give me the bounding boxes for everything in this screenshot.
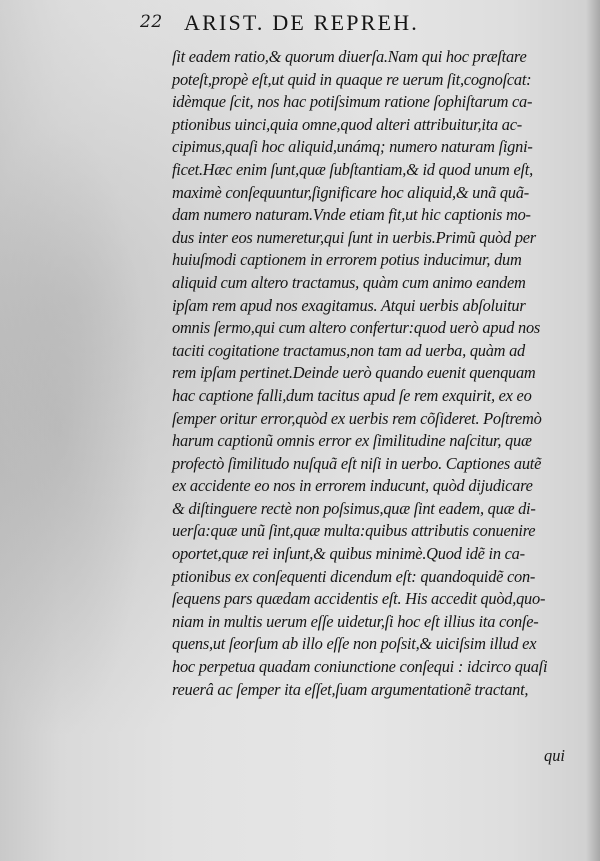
- text-line: ex accidente eo nos in errorem inducunt, quòd dijudicare: [172, 476, 533, 496]
- text-line: oportet,quæ rei inſunt,& quibus minimè.Quod idẽ in ca-: [172, 544, 525, 564]
- text-line: ſemper oritur error,quòd ex uerbis rem cõſideret. Poſtremò: [172, 408, 542, 428]
- text-line: rem ipſam pertinet.Deinde uerò quando euenit quenquam: [172, 363, 536, 383]
- text-line: aliquid cum altero tractamus, quàm cum animo eandem: [172, 272, 526, 292]
- text-line: cipimus,quaſi hoc aliquid,unámq; numero naturam ſigni-: [172, 137, 533, 157]
- water-stain: [0, 120, 150, 740]
- running-head: ARIST. DE REPREH.: [184, 10, 420, 35]
- text-line: ficet.Hæc enim ſunt,quæ ſubſtantiam,& id quod unum eſt,: [172, 159, 533, 179]
- text-line: ptionibus uinci,quia omne,quod alteri attribuitur,ita ac-: [172, 114, 522, 134]
- text-line: hac captione falli,dum tacitus apud ſe rem exquirit, ex eo: [172, 385, 532, 405]
- text-line: idèmque ſcit, nos hac potiſsimum ratione ſophiſtarum ca-: [172, 92, 533, 112]
- text-line: omnis ſermo,qui cum altero confertur:quod uerò apud nos: [172, 318, 541, 338]
- text-line: uerſa:quæ unũ ſint,quæ multa:quibus attributis conuenire: [172, 521, 536, 541]
- text-line: dam numero naturam.Vnde etiam fit,ut hic captionis mo-: [172, 205, 531, 225]
- text-line: ptionibus ex conſequenti dicendum eſt: quandoquidẽ con-: [172, 566, 536, 586]
- text-line: taciti cogitatione tractamus,non tam ad uerba, quàm ad: [172, 340, 525, 360]
- text-line: & diſtinguere rectè non poſsimus,quæ ſint eadem, quæ di-: [172, 498, 536, 518]
- text-line: niam in multis uerum eſſe uidetur,ſi hoc eſt illius ita conſe-: [172, 611, 539, 631]
- text-line: harum captionũ omnis error ex ſimilitudine naſcitur, quæ: [172, 431, 532, 451]
- text-line: profectò ſimilitudo nuſquã eſt niſi in uerbo. Captiones autẽ: [172, 453, 542, 473]
- catchword: qui: [544, 746, 565, 765]
- text-line: ſequens pars quædam accidentis eſt. His accedit quòd,quo-: [172, 589, 546, 609]
- text-line: poteſt,propè eſt,ut quid in quaque re uerum ſit,cognoſcat:: [172, 69, 532, 89]
- page-header: [140, 10, 580, 36]
- page-number: 22: [140, 12, 163, 32]
- text-line: maximè conſequuntur,ſignificare hoc aliquid,& unã quã-: [172, 182, 529, 202]
- text-line: dus inter eos numeretur,qui ſunt in uerbis.Primũ quòd per: [172, 227, 536, 247]
- page-gutter-shadow: [586, 0, 600, 861]
- text-line: hoc perpetua quadam coniunctione conſequi : idcirco quaſi: [172, 657, 548, 677]
- text-line: quens,ut ſeorſum ab illo eſſe non poſsit,& uiciſsim illud ex: [172, 634, 537, 654]
- text-line: reuerâ ac ſemper ita eſſet,ſuam argumentationẽ tractant,: [172, 679, 529, 699]
- text-line: ipſam rem apud nos exagitamus. Atqui uerbis abſoluitur: [172, 295, 526, 315]
- text-line: huiuſmodi captionem in errorem potius inducimur, dum: [172, 250, 522, 270]
- text-line: ſit eadem ratio,& quorum diuerſa.Nam qui hoc præſtare: [172, 47, 527, 66]
- body-text: [172, 46, 576, 701]
